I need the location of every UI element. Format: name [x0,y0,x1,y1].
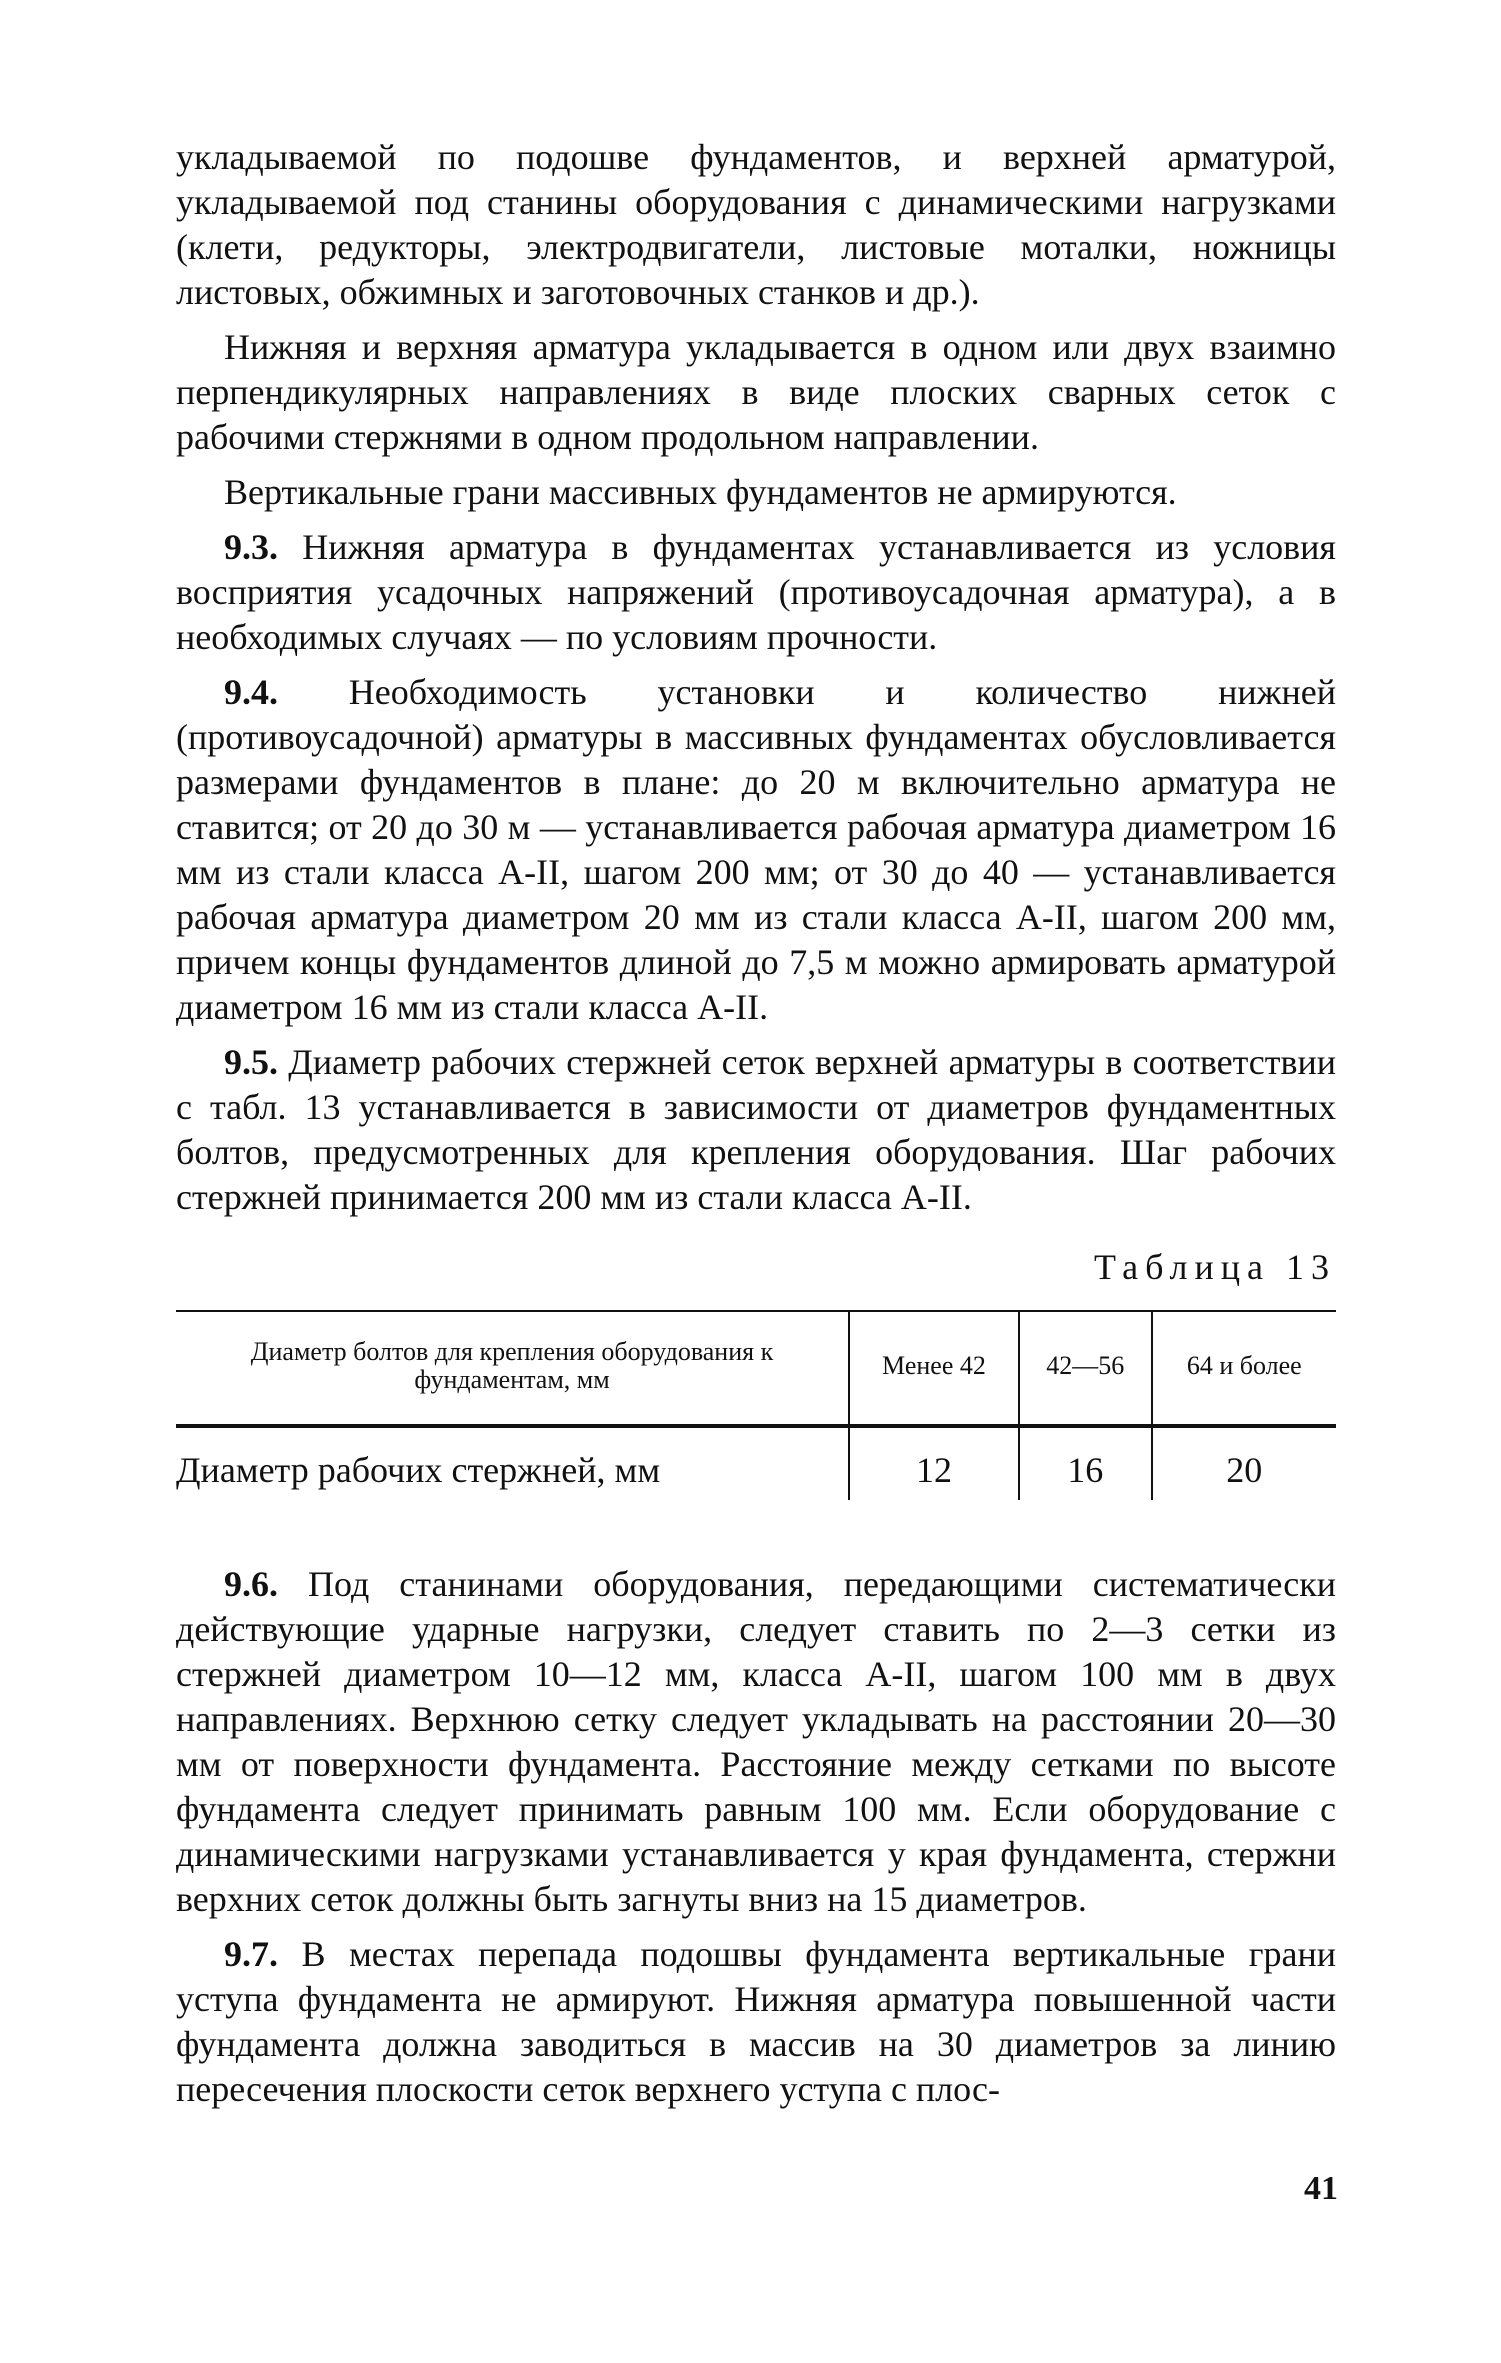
section-number: 9.3. [224,527,278,567]
table-header-row [176,1311,1336,1426]
page-number: 41 [1304,2170,1338,2207]
section-9-3 [176,525,1336,660]
section-9-4 [176,670,1336,1030]
section-number: 9.7. [224,1934,278,1974]
table-cell-value: 16 [1019,1426,1152,1500]
table-header-42-56: 42—56 [1019,1311,1152,1426]
table-header-64-more: 64 и более [1152,1311,1336,1426]
table-header-bolt-diameter: Диаметр болтов для крепления оборудования к фундаментам, мм [250,1337,774,1394]
reinforcement-table [176,1310,1336,1500]
section-text: Нижняя арматура в фундаментах устанавливается из условия восприятия усадочных напряжений (противоусадочная арматура), а в необходимых случаях — по условиям прочности. [176,527,1336,657]
section-9-7 [176,1932,1336,2112]
section-text: Под станинами оборудования, передающими систематически действующие ударные нагрузки, следует ставить по 2—3 сетки из стержней диаметром 10—12 мм, класса А-II, шагом 100 мм в двух направлениях. Верхнюю сетку следует укладывать на расстоянии 20—30 мм от поверхности фундамента. Расстояние между сетками по высоте фундамента следует принимать равным 100 мм. Если оборудование с динамическими нагрузками устанавливается у края фундамента, стержни верхних сеток должны быть загнуты вниз на 15 диаметров. [176,1564,1336,1919]
paragraph-mesh-layout: Нижняя и верхняя арматура укладывается в одном или двух взаимно перпендикулярных направлениях в виде плоских сварных сеток с рабочими стержнями в одном продольном направлении. [176,327,1336,457]
section-number: 9.6. [224,1564,278,1604]
section-number: 9.4. [224,672,278,712]
table-header-less-42: Менее 42 [849,1311,1019,1426]
section-text: В местах перепада подошвы фундамента вертикальные грани уступа фундамента не армируют. Нижняя арматура повышенной части фундамента должна заводиться в массив на 30 диаметров за линию пересечения плоскости сеток верхнего уступа с плос- [176,1934,1337,2109]
section-number: 9.5. [224,1042,278,1082]
section-text: Диаметр рабочих стержней сеток верхней арматуры в соответствии с табл. 13 устанавливается в зависимости от диаметров фундаментных болтов, предусмотренных для крепления оборудования. Шаг рабочих стержней принимается 200 мм из стали класса А-II. [176,1042,1336,1217]
section-text: Необходимость установки и количество нижней (противоусадочной) арматуры в массивных фундаментах обусловливается размерами фундаментов в плане: до 20 м включительно арматура не ставится; от 20 до 30 м — устанавливается рабочая арматура диаметром 16 мм из стали класса А-II, шагом 200 мм; от 30 до 40 — устанавливается рабочая арматура диаметром 20 мм из стали класса А-II, шагом 200 мм, причем концы фундаментов длиной до 7,5 м можно армировать арматурой диаметром 16 мм из стали класса А-II. [176,672,1336,1027]
paragraph-continuation: укладываемой по подошве фундаментов, и верхней арматурой, укладываемой под станины оборудования с динамическими нагрузками (клети, редукторы, электродвигатели, листовые моталки, ножницы листовых, обжимных и заготовочных станков и др.). [176,137,1336,312]
section-9-6 [176,1562,1336,1922]
paragraph-vertical-faces: Вертикальные грани массивных фундаментов не армируются. [224,472,1177,512]
table-cell-value: 20 [1152,1426,1336,1500]
table-row [176,1426,1336,1500]
section-9-5 [176,1040,1336,1220]
document-page [176,135,1336,2122]
table-caption: Таблица 13 [1094,1247,1336,1287]
table-row-label: Диаметр рабочих стержней, мм [176,1450,661,1490]
table-cell-value: 12 [849,1426,1019,1500]
